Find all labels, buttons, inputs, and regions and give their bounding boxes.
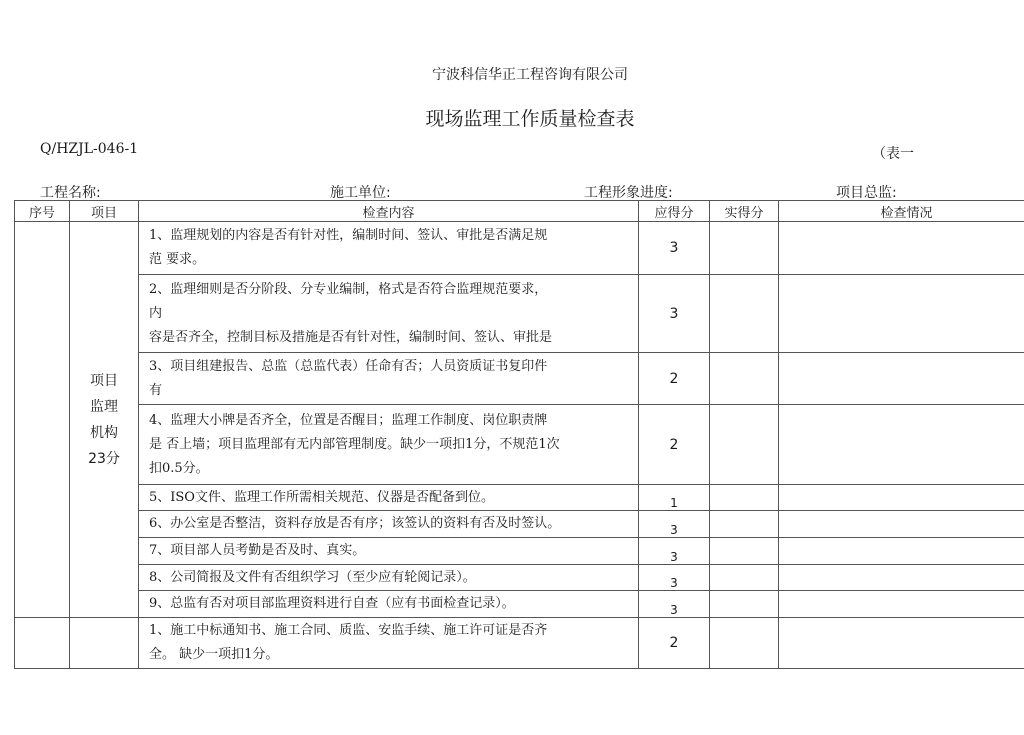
check-content (139, 485, 639, 511)
actual-score[interactable] (710, 353, 779, 405)
check-content (139, 591, 639, 618)
seq-cell (15, 618, 70, 669)
content-line: 3、项目组建报告、总监（总监代表）任命有否；人员资质证书复印件 (149, 358, 548, 374)
remarks-cell[interactable] (779, 618, 1024, 669)
remarks-cell[interactable] (779, 591, 1024, 618)
inspection-table (14, 200, 1024, 669)
form-title: 现场监理工作质量检查表 (425, 108, 635, 130)
content-line: 6、办公室是否整洁，资料存放是否有序；该签认的资料有否及时签认。 (149, 516, 561, 531)
content-line: 9、总监有否对项目部监理资料进行自查（应有书面检查记录）。 (149, 596, 515, 611)
content-line: 2、监理细则是否分阶段、分专业编制，格式是否符合监理规范要求， (149, 281, 548, 297)
max-score: 3 (639, 222, 710, 275)
table-row (15, 405, 1024, 485)
content-line: 全。 缺少一项扣1分。 (149, 647, 279, 662)
table-row (15, 618, 1024, 669)
chief-supervisor-label: 项目总监: (836, 185, 897, 201)
remarks-cell[interactable] (779, 485, 1024, 511)
check-content (139, 405, 639, 485)
check-content (139, 511, 639, 538)
remarks-cell[interactable] (779, 222, 1024, 275)
content-line: 1、施工中标通知书、施工合同、质监、安监手续、施工许可证是否齐 (149, 623, 548, 638)
max-score: 3 (639, 511, 710, 538)
content-line: 有 (149, 382, 163, 398)
actual-score[interactable] (710, 618, 779, 669)
item-cell-org (70, 222, 139, 618)
actual-score[interactable] (710, 565, 779, 591)
table-number: （表一 (872, 146, 914, 162)
max-score: 2 (639, 353, 710, 405)
max-score: 3 (639, 565, 710, 591)
content-line: 容是否齐全，控制目标及措施是否有针对性，编制时间、签认、审批是 (149, 329, 553, 345)
check-content (139, 222, 639, 275)
actual-score[interactable] (710, 485, 779, 511)
actual-score[interactable] (710, 591, 779, 618)
item-label-line: 监理 (90, 398, 118, 415)
check-content (139, 275, 639, 353)
content-line: 4、监理大小牌是否齐全，位置是否醒目；监理工作制度、岗位职责牌 (149, 412, 548, 428)
construction-unit-label: 施工单位: (330, 185, 391, 201)
table-row (15, 565, 1024, 591)
content-line: 1、监理规划的内容是否有针对性，编制时间、签认、审批是否满足规 (149, 228, 548, 243)
remarks-cell[interactable] (779, 353, 1024, 405)
col-header-content: 检查内容 (139, 201, 639, 222)
table-header-row (15, 201, 1024, 222)
col-header-item: 项目 (70, 201, 139, 222)
item-label-line: 项目 (90, 372, 118, 389)
check-content (139, 565, 639, 591)
actual-score[interactable] (710, 511, 779, 538)
check-content (139, 618, 639, 669)
max-score: 3 (639, 275, 710, 353)
content-line: 5、ISO文件、监理工作所需相关规范、仪器是否配备到位。 (149, 489, 494, 505)
actual-score[interactable] (710, 222, 779, 275)
table-row (15, 511, 1024, 538)
col-header-actual-score: 实得分 (710, 201, 779, 222)
progress-label: 工程形象进度: (584, 185, 673, 201)
table-row (15, 222, 1024, 275)
table-row (15, 538, 1024, 565)
table-row (15, 353, 1024, 405)
max-score: 1 (639, 485, 710, 511)
content-line: 内 (149, 305, 163, 321)
item-label-line: 机构 (90, 424, 118, 441)
table-row (15, 485, 1024, 511)
remarks-cell[interactable] (779, 538, 1024, 565)
max-score: 2 (639, 618, 710, 669)
check-content (139, 538, 639, 565)
remarks-cell[interactable] (779, 511, 1024, 538)
actual-score[interactable] (710, 538, 779, 565)
document-code: Q/HZJL-046-1 (40, 141, 139, 157)
content-line: 是 否上墙；项目监理部有无内部管理制度。缺少一项扣1分，不规范1次 (149, 436, 560, 452)
content-line: 扣0.5分。 (149, 460, 209, 476)
item-cell (70, 618, 139, 669)
project-name-label: 工程名称: (40, 185, 101, 201)
remarks-cell[interactable] (779, 275, 1024, 353)
check-content (139, 353, 639, 405)
max-score: 3 (639, 538, 710, 565)
table-row (15, 275, 1024, 353)
content-line: 范 要求。 (149, 252, 206, 267)
remarks-cell[interactable] (779, 405, 1024, 485)
table-row (15, 591, 1024, 618)
remarks-cell[interactable] (779, 565, 1024, 591)
seq-cell (15, 222, 70, 618)
col-header-max-score: 应得分 (639, 201, 710, 222)
actual-score[interactable] (710, 405, 779, 485)
col-header-no: 序号 (15, 201, 70, 222)
max-score: 3 (639, 591, 710, 618)
item-label-line: 23分 (88, 450, 120, 467)
company-name: 宁波科信华正工程咨询有限公司 (432, 67, 628, 83)
content-line: 8、公司简报及文件有否组织学习（至少应有轮阅记录）。 (149, 569, 476, 585)
max-score: 2 (639, 405, 710, 485)
actual-score[interactable] (710, 275, 779, 353)
col-header-remarks: 检查情况 (779, 201, 1024, 222)
content-line: 7、项目部人员考勤是否及时、真实。 (149, 543, 366, 558)
